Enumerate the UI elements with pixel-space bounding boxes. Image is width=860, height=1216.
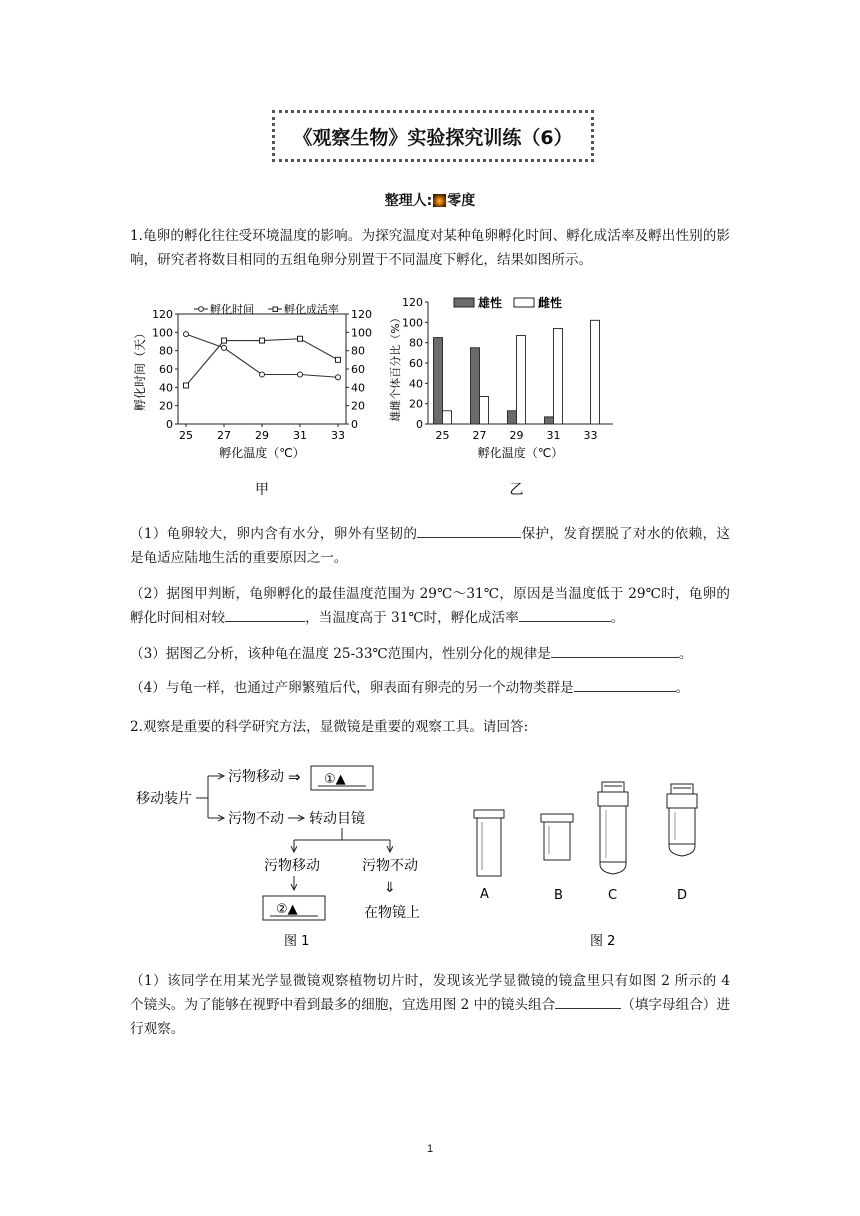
- yi-legend-label: 雄性: [478, 296, 503, 310]
- lens-label-c: C: [608, 888, 618, 903]
- jia-point-hatch-time: [222, 345, 227, 350]
- yi-bar-male: [434, 338, 443, 424]
- page-title: 《观察生物》实验探究训练（6）: [272, 110, 594, 162]
- fig1-still2: 污物不动: [362, 858, 418, 874]
- yi-legend-swatch: [454, 298, 474, 307]
- q1-part3-text-a: （3）据图乙分析，该种龟在温度 25-33℃范围内，性别分化的规律是: [130, 646, 551, 662]
- q1-part2-text-b: ，当温度高于 31℃时，孵化成活率: [305, 610, 519, 626]
- jia-point-survival: [222, 338, 227, 343]
- jia-right-tick-label: 40: [351, 381, 365, 395]
- jia-plot-frame: [178, 314, 346, 424]
- fig1-move2: 污物移动: [264, 858, 320, 874]
- yi-bar-female: [554, 328, 563, 424]
- jia-point-hatch-time: [184, 332, 189, 337]
- jia-right-tick-label: 80: [351, 344, 365, 358]
- q1-part1-text-b: 保护，发育摆脱了对水的依赖，这是龟适应陆地生活的重要原因之一。: [130, 526, 731, 566]
- yi-x-tick-label: 25: [435, 429, 450, 442]
- q2-intro: 2.观察是重要的科学研究方法，显微镜是重要的观察工具。请回答:: [130, 719, 529, 735]
- jia-caption: 甲: [255, 482, 269, 498]
- yi-y-tick-label: 120: [402, 296, 423, 309]
- yi-bar-male: [545, 417, 554, 424]
- answer-blank[interactable]: [574, 677, 676, 692]
- yi-bar-male: [508, 411, 517, 424]
- yi-legend-label: 雌性: [538, 296, 563, 310]
- jia-series-line-1: [186, 339, 338, 386]
- fig1-implies-arrow: ⇒: [288, 768, 301, 786]
- figure-2-lenses: [460, 770, 720, 950]
- jia-point-hatch-time: [336, 375, 341, 380]
- q1-part1: [130, 522, 730, 570]
- compiler-line: [0, 190, 860, 210]
- yi-x-axis-label: 孵化温度（℃）: [477, 446, 564, 460]
- yi-caption: 乙: [509, 482, 524, 498]
- jia-legend-label: 孵化时间: [210, 303, 254, 316]
- answer-blank[interactable]: [551, 643, 679, 658]
- answer-blank[interactable]: [225, 607, 305, 622]
- compiler-prefix: 整理人:: [384, 193, 433, 209]
- compiler-name: 零度: [447, 193, 476, 209]
- q1-part4-text-a: （4）与龟一样，也通过产卵繁殖后代，卵表面有卵壳的另一个动物类群是: [130, 680, 574, 696]
- jia-x-tick-label: 29: [255, 429, 269, 442]
- jia-x-tick-label: 31: [293, 429, 307, 442]
- yi-bar-female: [480, 397, 489, 424]
- q1-part2-text-a: （2）据图甲判断，龟卵孵化的最佳温度范围为 29℃～31℃，原因是当温度低于 29℃时，龟卵的孵化时间相对较: [130, 586, 730, 626]
- q1-intro: 1.龟卵的孵化往往受环境温度的影响。为探究温度对某种龟卵孵化时间、孵化成活率及孵出性别的影响，研究者将数目相同的五组龟卵分别置于不同温度下孵化，结果如图所示。: [130, 228, 730, 268]
- answer-blank[interactable]: [417, 523, 521, 538]
- yi-y-axis-label: 雄雌个体百分比（%）: [389, 312, 402, 422]
- q1-part3-text-b: 。: [678, 646, 693, 662]
- jia-left-tick-label: 100: [152, 326, 173, 340]
- figure-1-flowchart: [128, 760, 448, 950]
- jia-x-tick-label: 25: [179, 429, 193, 442]
- yi-y-tick-label: 60: [409, 357, 423, 370]
- jia-left-tick-label: 80: [159, 344, 173, 358]
- lens-b-eyepiece-icon: [541, 814, 573, 860]
- fig1-on-objective: 在物镜上: [364, 905, 420, 921]
- jia-x-tick-label: 27: [217, 429, 231, 442]
- q1-part2-text-c: 。: [610, 610, 625, 626]
- answer-blank[interactable]: [555, 994, 621, 1009]
- chart-jia: [128, 292, 382, 502]
- jia-right-tick-label: 60: [351, 363, 365, 376]
- yi-bar-female: [591, 320, 600, 424]
- jia-point-survival: [298, 336, 303, 341]
- q1-part1-text-a: （1）龟卵较大，卵内含有水分，卵外有坚韧的: [130, 526, 418, 542]
- yi-x-tick-label: 31: [546, 429, 561, 442]
- yi-y-tick-label: 100: [402, 316, 423, 330]
- jia-point-survival: [336, 357, 341, 362]
- fig1-caption: 图 1: [284, 934, 310, 949]
- jia-legend-label: 孵化成活率: [284, 303, 339, 316]
- jia-point-hatch-time: [260, 372, 265, 377]
- fig1-box2-text: ②▲: [276, 902, 298, 917]
- lens-label-d: D: [677, 888, 688, 903]
- jia-legend-marker: [199, 307, 204, 312]
- jia-right-tick-label: 100: [351, 326, 372, 340]
- jia-right-tick-label: 20: [351, 399, 365, 413]
- jia-right-tick-label: 120: [351, 308, 372, 321]
- fig1-double-arrow: ⇓: [384, 880, 396, 896]
- yi-x-tick-label: 33: [583, 429, 598, 442]
- yi-x-tick-label: 29: [509, 429, 524, 442]
- q1-part4: [130, 676, 730, 700]
- yi-bar-female: [517, 336, 526, 424]
- fig2-caption: 图 2: [590, 934, 616, 949]
- jia-left-tick-label: 0: [166, 418, 173, 431]
- jia-point-survival: [184, 383, 189, 388]
- q1-part3: [130, 642, 730, 666]
- q2-part1-text-a: （1）该同学在用某光学显微镜观察植物切片时，发现该光学显微镜的镜盒里只有如图 2 所示的 4 个镜头。为了能够在视野中看到最多的细胞，宜选用图 2 中的镜头组合: [130, 973, 730, 1013]
- q1-part2: [130, 582, 730, 630]
- q1-part4-text-b: 。: [675, 680, 690, 696]
- jia-left-tick-label: 60: [159, 363, 173, 376]
- jia-y-axis-label: 孵化时间（天）: [133, 326, 147, 412]
- yi-bar-male: [471, 348, 480, 424]
- fig1-start-label: 移动装片: [136, 791, 192, 807]
- jia-left-tick-label: 20: [159, 399, 173, 413]
- yi-y-tick-label: 40: [409, 377, 423, 391]
- q2-part1: [130, 969, 730, 1041]
- jia-left-tick-label: 40: [159, 381, 173, 395]
- chart-yi: [388, 292, 628, 502]
- jia-x-tick-label: 33: [331, 429, 345, 442]
- jia-point-hatch-time: [298, 372, 303, 377]
- page-number: 1: [426, 1143, 434, 1155]
- jia-point-survival: [260, 338, 265, 343]
- sunset-avatar-icon: [433, 194, 446, 207]
- yi-legend-swatch: [514, 298, 534, 307]
- yi-x-tick-label: 27: [472, 429, 487, 442]
- fig1-turn-eyepiece: 转动目镜: [309, 811, 365, 827]
- fig1-branch-still: 污物不动: [228, 811, 284, 827]
- lens-label-b: B: [554, 888, 563, 903]
- answer-blank[interactable]: [519, 607, 611, 622]
- jia-x-axis-label: 孵化温度（℃）: [219, 446, 305, 460]
- lens-d-objective-icon: [667, 784, 697, 856]
- yi-y-tick-label: 20: [409, 397, 423, 411]
- lens-a-eyepiece-icon: [474, 810, 504, 876]
- fig1-branch-move: 污物移动: [228, 769, 284, 785]
- yi-y-tick-label: 0: [416, 418, 423, 431]
- yi-y-tick-label: 80: [409, 336, 423, 350]
- jia-legend-marker: [273, 307, 278, 312]
- jia-right-tick-label: 0: [351, 418, 358, 431]
- yi-bar-female: [443, 411, 452, 424]
- lens-c-objective-icon: [598, 782, 628, 874]
- lens-label-a: A: [480, 887, 489, 902]
- fig1-box1-text: ①▲: [324, 772, 346, 787]
- q2-part1-text-b: （填字母组合）进行观察。: [130, 997, 730, 1037]
- jia-left-tick-label: 120: [152, 308, 173, 321]
